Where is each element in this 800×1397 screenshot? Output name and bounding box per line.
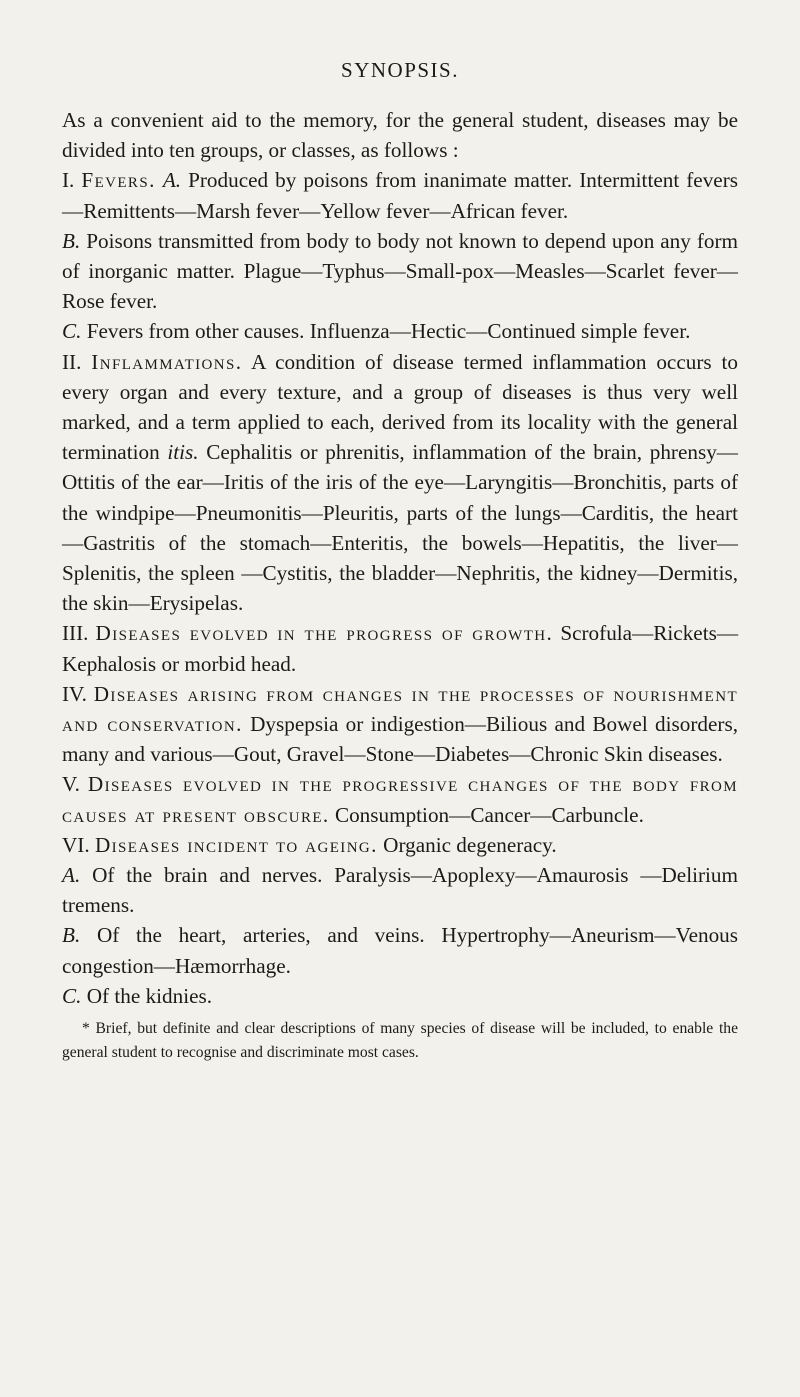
class-1-b-letter: B.: [62, 228, 81, 253]
class-6-a-letter: A.: [62, 863, 81, 888]
class-6-b: [62, 920, 738, 980]
class-3-title: Diseases evolved in the progress of growth.: [95, 621, 554, 646]
class-1-b: [62, 226, 738, 317]
class-4-nourishment: [62, 679, 738, 770]
intro-paragraph: As a convenient aid to the memory, for the general student, diseases may be divided into ten groups, or classes, as follows :: [62, 108, 738, 163]
class-1-c-text: Fevers from other causes. Influenza—Hectic—Continued simple fever.: [86, 319, 691, 344]
class-2-text-before: A condition of disease termed inflammation occurs to every organ and every texture, and a group of diseases is thus very well marked, and a term applied to each, derived from its locality with the general termination: [62, 349, 738, 465]
footnote: [62, 1017, 738, 1064]
class-3-growth: [62, 618, 738, 678]
class-2-numeral: II.: [62, 349, 82, 374]
class-6-title: Diseases incident to ageing.: [94, 832, 378, 857]
class-5-obscure: [62, 769, 738, 829]
class-6-a-text: Of the brain and nerves. Paralysis—Apoplexy—Amaurosis —Delirium tremens.: [62, 863, 739, 918]
class-6-c-text: Of the kidnies.: [86, 983, 213, 1008]
class-1-c-letter: C.: [62, 319, 82, 344]
synopsis-body: [62, 105, 738, 1011]
class-4-numeral: IV.: [62, 681, 87, 706]
footnote-text: Brief, but definite and clear descriptions of many species of disease will be included, to enable the general student to recognise and discriminate most cases.: [62, 1020, 738, 1061]
class-5-numeral: V.: [62, 772, 80, 797]
class-5-title: Diseases evolved in the progressive changes of the body from causes at present obscure.: [62, 772, 739, 827]
class-3-numeral: III.: [62, 621, 89, 646]
running-head: SYNOPSIS.: [341, 58, 459, 82]
class-2-inflammations: [62, 347, 738, 619]
class-6-a: [62, 860, 738, 920]
class-1-c: [62, 316, 738, 346]
class-1-a-text: Produced by poisons from inanimate matter. Intermittent fevers—Remittents—Marsh fever—Yellow fever—African fever.: [62, 168, 738, 223]
class-1-numeral: I.: [62, 168, 75, 193]
class-6-ageing: [62, 830, 738, 860]
class-6-text: Organic degeneracy.: [383, 832, 557, 857]
book-page: [62, 58, 738, 1080]
class-2-text-after: Cephalitis or phrenitis, inflammation of the brain, phrensy—Ottitis of the ear—Iritis of the iris of the eye—Laryngitis—Bronchitis, parts of the windpipe—Pneumonitis—Pleuritis, parts of the lungs—Carditis, the heart—Gastritis of the stomach—Enteritis, the bowels—Hepatitis, the liver—Splenitis, the spleen —Cystitis, the bladder—Nephritis, the kidney—Dermitis, the skin—Erysipelas.: [62, 440, 738, 616]
class-1-b-text: Poisons transmitted from body to body not known to depend upon any form of inorganic matter. Plague—Typhus—Small-pox—Measles—Scarlet fever—Rose fever.: [62, 228, 739, 314]
class-6-c: [62, 981, 738, 1011]
class-6-numeral: VI.: [62, 832, 90, 857]
class-6-b-letter: B.: [62, 923, 81, 948]
footnote-marker: *: [82, 1020, 90, 1038]
class-2-title: Inflammations.: [91, 349, 243, 374]
class-3-text: Scrofula—Rickets—Kephalosis or morbid head.: [62, 621, 739, 676]
class-1-a-letter: A.: [162, 168, 182, 193]
class-4-title: Diseases arising from changes in the processes of nourishment and conservation.: [62, 681, 739, 737]
class-1-title: Fevers.: [81, 168, 156, 193]
class-6-b-text: Of the heart, arteries, and veins. Hypertrophy—Aneurism—Venous congestion—Hæmorrhage.: [62, 923, 738, 978]
class-6-c-letter: C.: [62, 983, 82, 1008]
class-2-itis: itis.: [167, 440, 199, 465]
class-4-text: Dyspepsia or indigestion—Bilious and Bowel disorders, many and various—Gout, Gravel—Stone—Diabetes—Chronic Skin diseases.: [62, 712, 739, 767]
class-1-fevers: [62, 165, 738, 225]
class-5-text: Consumption—Cancer—Carbuncle.: [334, 802, 644, 827]
